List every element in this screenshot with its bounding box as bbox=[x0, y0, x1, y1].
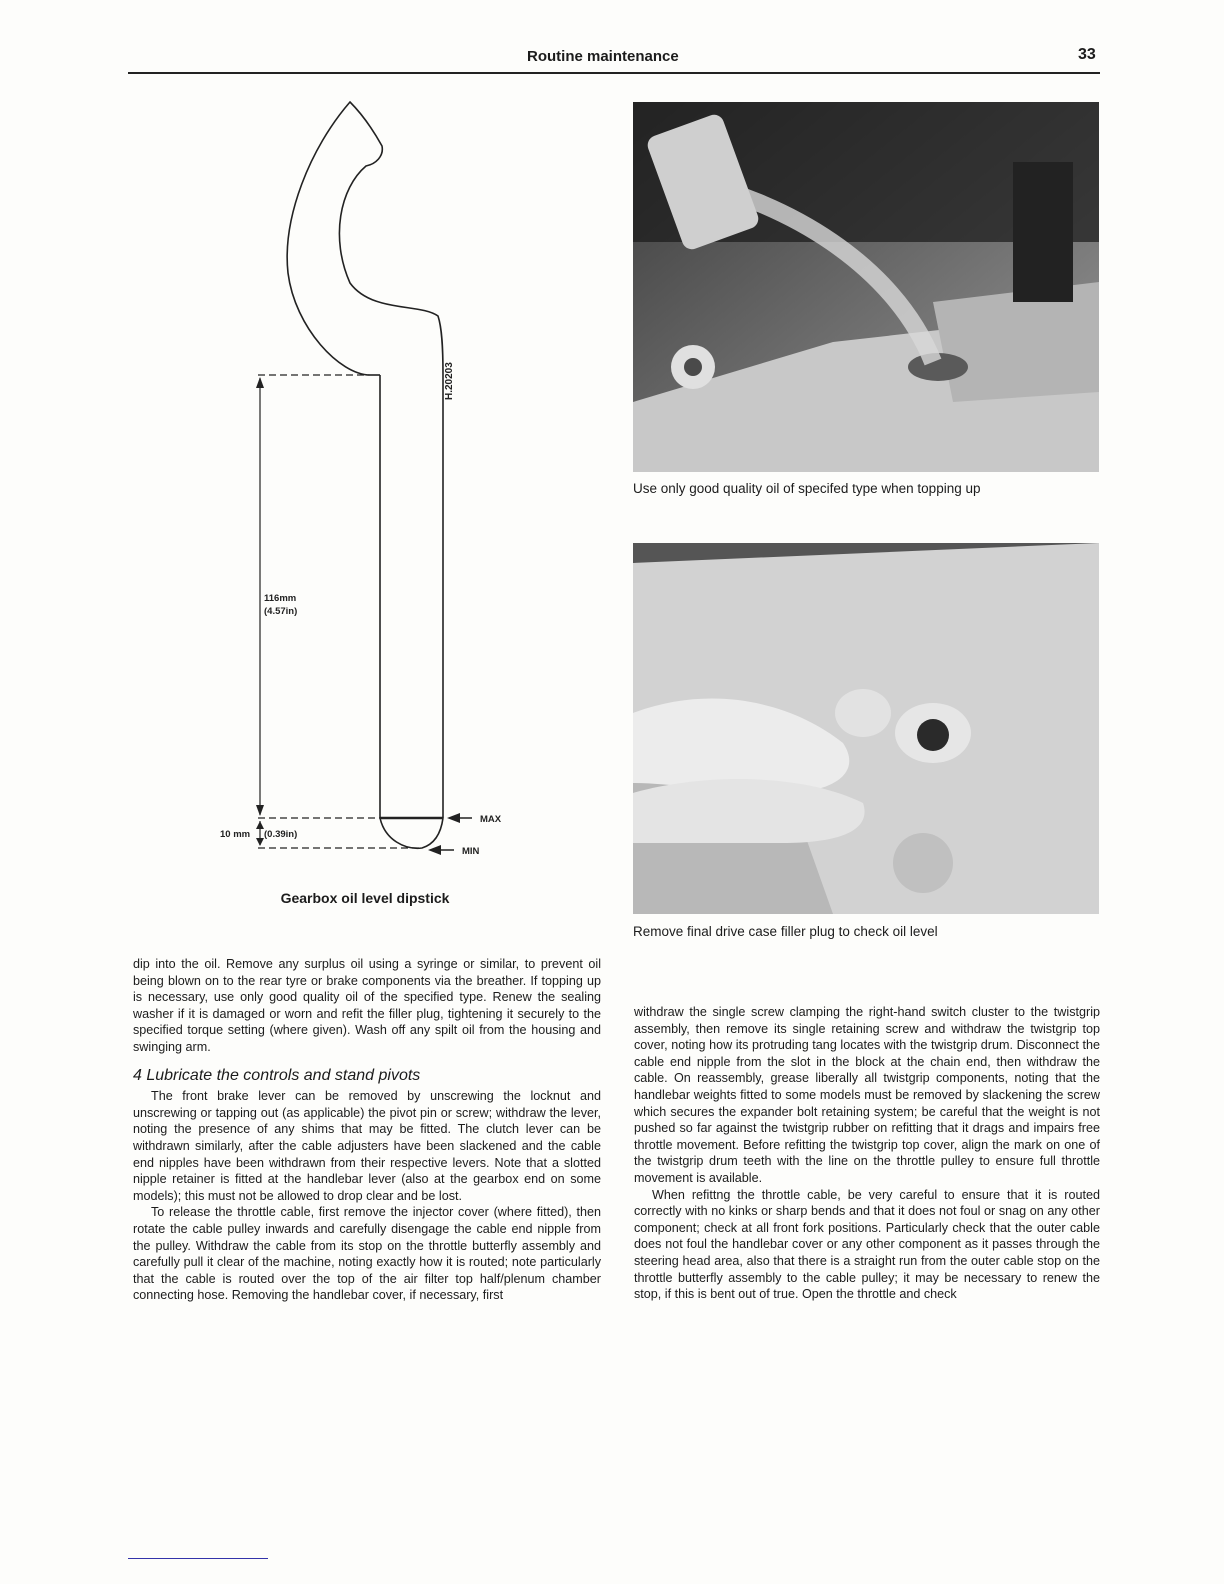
figure-ref-number: H.20203 bbox=[444, 362, 455, 400]
body-paragraph: The front brake lever can be removed by unscrewing the locknut and unscrewing or tapping out (as applicable) the pivot pin or screw; withdraw the lever, noting the presence of any shims that may be fitted. The clutch lever can be withdrawn similarly, after the cable adjusters have been slackened and the cable end nipples have been withdrawn from their respective levers. Note that a slotted nipple retainer is fitted at the handlebar lever (also at the gearbox end on some models); this must not be allowed to drop clear and be lost. bbox=[133, 1089, 601, 1203]
length-label-mm: 116mm bbox=[264, 593, 297, 604]
photo-topping-up bbox=[633, 102, 1099, 472]
body-paragraph: dip into the oil. Remove any surplus oil using a syringe or similar, to prevent oil being blown on to the rear tyre or brake components via the breather. If topping up is necessary, use only good quality oil of the specified type. Renew the sealing washer if it is damaged or worn and refit the filler plug, tightening it securely to the specified torque setting (where given). Wash off any spilt oil from the housing and swinging arm. bbox=[133, 957, 601, 1054]
header-rule bbox=[128, 72, 1100, 74]
dipstick-hook-outline bbox=[287, 102, 443, 375]
body-paragraph: withdraw the single screw clamping the right-hand switch cluster to the twistgrip assembly, then remove its single retaining screw and withdraw the twistgrip top cover, noting how its protruding tang locates with the twistgrip drum. Disconnect the cable end nipple from the slot in the block at the chain end, then withdraw the cable. On reassembly, grease liberally all twistgrip components, noting that the handlebar weights fitted to some models must be removed by slackening the screw which secures the expander bolt retaining system; be careful that the weight is not pushed so far against the twistgrip rubber on refitting that it drags and impairs free throttle movement. Before refitting the twistgrip top cover, align the mark on one of the twistgrip drum teeth with the line on the throttle pulley to ensure full throttle movement is available. bbox=[634, 1005, 1100, 1185]
max-label: MAX bbox=[480, 814, 502, 825]
right-text-column bbox=[634, 1004, 1100, 1303]
length-label-in: (4.57in) bbox=[264, 606, 298, 617]
page-header-title: Routine maintenance bbox=[527, 48, 679, 65]
min-label: MIN bbox=[462, 846, 480, 857]
left-text-column bbox=[133, 956, 601, 1304]
photo-filler-plug bbox=[633, 543, 1099, 914]
body-paragraph: When refittng the throttle cable, be very careful to ensure that it is routed correctly with no kinks or sharp bends and that it does not foul or snag on any other component; check at all front fork positions. Particularly check that the outer cable does not foul the handlebar cover or any other component as it passes through the steering head area, also that there is a straight run from the outer cable stop on the throttle butterfly assembly to the cable pulley; it may be necessary to renew the stop, if this is bent out of true. Open the throttle and check bbox=[634, 1187, 1100, 1302]
photo-caption-1: Use only good quality oil of specifed type when topping up bbox=[633, 481, 981, 496]
page-number: 33 bbox=[1078, 46, 1096, 63]
gap-label-in: (0.39in) bbox=[264, 829, 298, 840]
dipstick-tip bbox=[380, 818, 443, 848]
gap-label-mm: 10 mm bbox=[220, 829, 251, 840]
section-heading: 4 Lubricate the controls and stand pivots bbox=[133, 1066, 421, 1084]
body-paragraph: To release the throttle cable, first remove the injector cover (where fitted), then rotate the cable pulley inwards and carefully disengage the cable end nipple from the pulley. Withdraw the cable from its stop on the throttle butterfly assembly and carefully pull it clear of the machine, noting exactly how it is routed; note particularly that the cable is routed over the top of the air filter top half/plenum chamber connecting hose. Removing the handlebar cover, if necessary, first bbox=[133, 1205, 601, 1303]
footnote-rule bbox=[128, 1558, 268, 1559]
figure-caption: Gearbox oil level dipstick bbox=[280, 890, 450, 906]
photo-caption-2: Remove final drive case filler plug to check oil level bbox=[633, 924, 938, 939]
dipstick-diagram bbox=[200, 88, 530, 878]
